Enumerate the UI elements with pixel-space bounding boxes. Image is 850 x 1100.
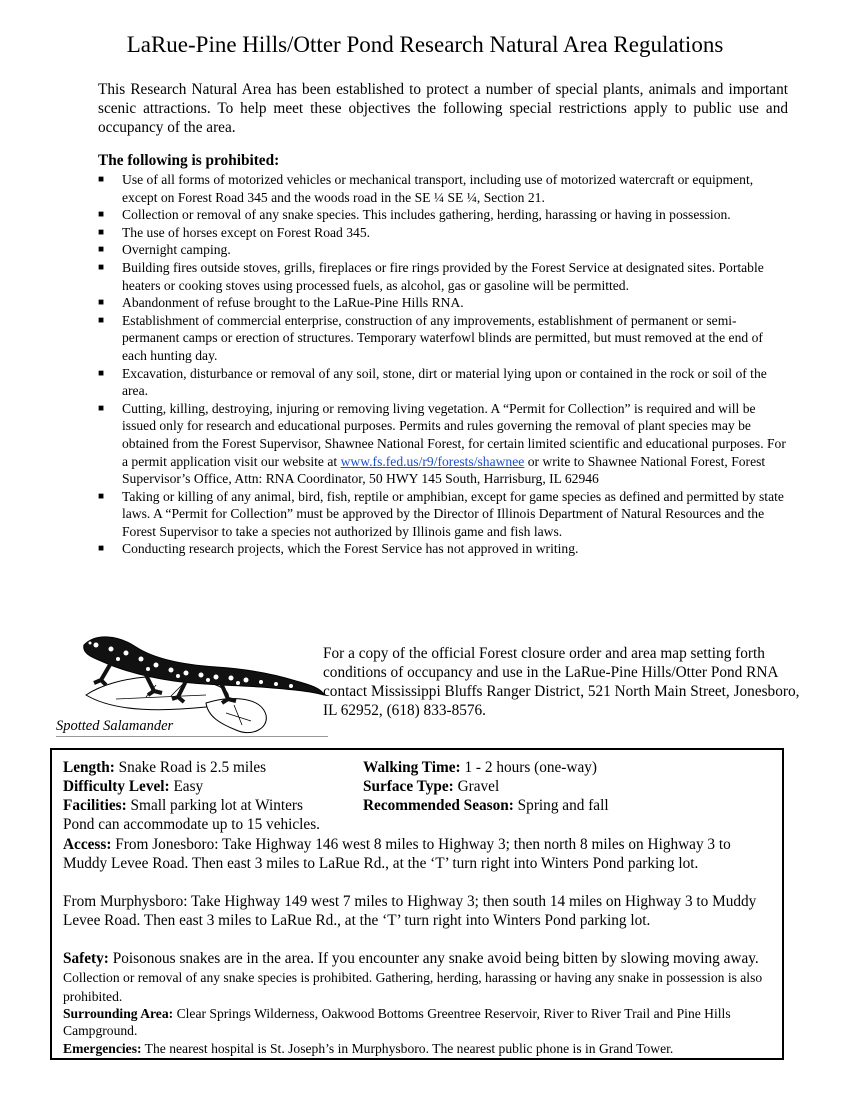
list-item: ■ Abandonment of refuse brought to the LaRue-Pine Hills RNA. — [98, 295, 464, 311]
bullet-icon: ■ — [98, 174, 105, 185]
list-item: ■ Use of all forms of motorized vehicles or mechanical transport, including use of motorized watercraft or equipment, except on Forest Road 345 and the woods road in the SE ¼ SE ¼, Section 21. — [98, 172, 754, 205]
bullet-icon: ■ — [98, 543, 105, 555]
prohibited-list — [98, 171, 788, 558]
access-alt-paragraph: From Murphysboro: Take Highway 149 west 7 miles to Highway 3; then south 14 miles on Highway 3 to Muddy Levee Road. Then east 3 miles to LaRue Rd., at the ‘T’ turn right into Winters Pond parking lot. — [63, 893, 757, 929]
caption-divider — [56, 736, 328, 737]
list-item: ■ Collection or removal of any snake species. This includes gathering, herding, harassing or having in possession. — [98, 207, 731, 223]
bullet-icon: ■ — [98, 244, 105, 256]
bullet-icon: ■ — [98, 297, 105, 309]
list-item: ■ Excavation, disturbance or removal of any soil, stone, dirt or material lying upon or contained in the rock or soil of the area. — [98, 365, 767, 399]
bullet-icon: ■ — [98, 209, 105, 221]
facilities-row: Facilities: Small parking lot at Winters — [63, 797, 303, 814]
intro-paragraph: This Research Natural Area has been established to protect a number of special plants, animals and important scenic attractions. To help meet these objectives the following special restrictions apply to public use and occupancy of the area. — [98, 81, 788, 136]
bullet-icon: ■ — [98, 402, 105, 414]
image-caption: Spotted Salamander — [56, 718, 174, 734]
list-item: ■ Conducting research projects, which the Forest Service has not approved in writing. — [98, 541, 579, 557]
difficulty-row: Difficulty Level: Easy — [63, 778, 204, 795]
bullet-icon: ■ — [98, 367, 105, 379]
bullet-icon: ■ — [98, 261, 105, 273]
list-item: ■ The use of horses except on Forest Road 345. — [98, 224, 371, 240]
bullet-icon: ■ — [98, 490, 105, 502]
facilities-continued: Pond can accommodate up to 15 vehicles. — [63, 816, 320, 833]
safety-paragraph: Safety: Poisonous snakes are in the area. If you encounter any snake avoid being bitten by slowing moving away. Collection or removal of any snake species is prohibited. Gathering, herding, harassing or having any snake in possession is also prohibited. — [63, 950, 763, 1004]
season-row: Recommended Season: Spring and fall — [363, 797, 609, 814]
bullet-icon: ■ — [98, 226, 105, 238]
list-item-permit: ■ Cutting, killing, destroying, injuring or removing living vegetation. A “Permit for Collection” is required and will be issued only for research and educational purposes. Permits and rules governing the removal of plant species may be obtained from the Forest Supervisor, Shawnee National Forest, for certain limited scientific and educational purposes. For a permit application visit our website at www.fs.fed.us/r9/forests/shawnee or write to Shawnee National Forest, Forest Supervisor’s Office, Attn: RNA Coordinator, 50 HWY 145 South, Harrisburg, IL 62946 — [98, 400, 786, 487]
access-paragraph: Access: From Jonesboro: Take Highway 146 west 8 miles to Highway 3; then north 8 miles on Highway 3 to Muddy Levee Road. Then east 3 miles to LaRue Rd., at the ‘T’ turn right into Winters Pond parking lot. — [63, 836, 731, 872]
emergencies-paragraph: Emergencies: The nearest hospital is St. Joseph’s in Murphysboro. The nearest public phone is in Grand Tower. — [63, 1041, 674, 1056]
surrounding-area-paragraph: Surrounding Area: Clear Springs Wilderness, Oakwood Bottoms Greentree Reservoir, River to River Trail and Pine Hills Campground. — [63, 1006, 731, 1038]
prohibited-heading: The following is prohibited: — [98, 152, 280, 169]
list-item: ■ Establishment of commercial enterprise, construction of any improvements, establishment of permanent or semi-permanent camps or erection of structures. Temporary waterfowl blinds are permitted, but must removed at the end of each hunting day. — [98, 312, 763, 363]
trail-info-box — [50, 748, 784, 1060]
page-title: LaRue-Pine Hills/Otter Pond Research Natural Area Regulations — [126, 32, 724, 57]
closure-order-paragraph: For a copy of the official Forest closure order and area map setting forth conditions of occupancy and use in the LaRue-Pine Hills/Otter Pond RNA contact Mississippi Bluffs Ranger District, 521 North Main Street, Jonesboro, IL 62952, (618) 833-8576. — [323, 645, 800, 719]
length-row: Length: Snake Road is 2.5 miles — [63, 759, 267, 776]
bullet-icon: ■ — [98, 314, 105, 326]
surface-type-row: Surface Type: Gravel — [363, 778, 500, 795]
list-item: ■ Taking or killing of any animal, bird, fish, reptile or amphibian, except for game species as defined and permitted by state laws. A “Permit for Collection” must be approved by the Director of Illinois Department of Natural Resources and the Forest Supervisor to take a species not authorized by Illinois game and fish laws. — [98, 488, 784, 539]
list-item: ■ Overnight camping. — [98, 242, 231, 258]
list-item: ■ Building fires outside stoves, grills, fireplaces or fire rings provided by the Forest Service at designated sites. Portable heaters or cooking stoves using processed fuels, as alcohol, gas or gasoline will be permitted. — [98, 259, 764, 293]
shawnee-website-link[interactable]: www.fs.fed.us/r9/forests/shawnee — [340, 453, 525, 469]
walking-time-row: Walking Time: 1 - 2 hours (one-way) — [363, 759, 597, 776]
